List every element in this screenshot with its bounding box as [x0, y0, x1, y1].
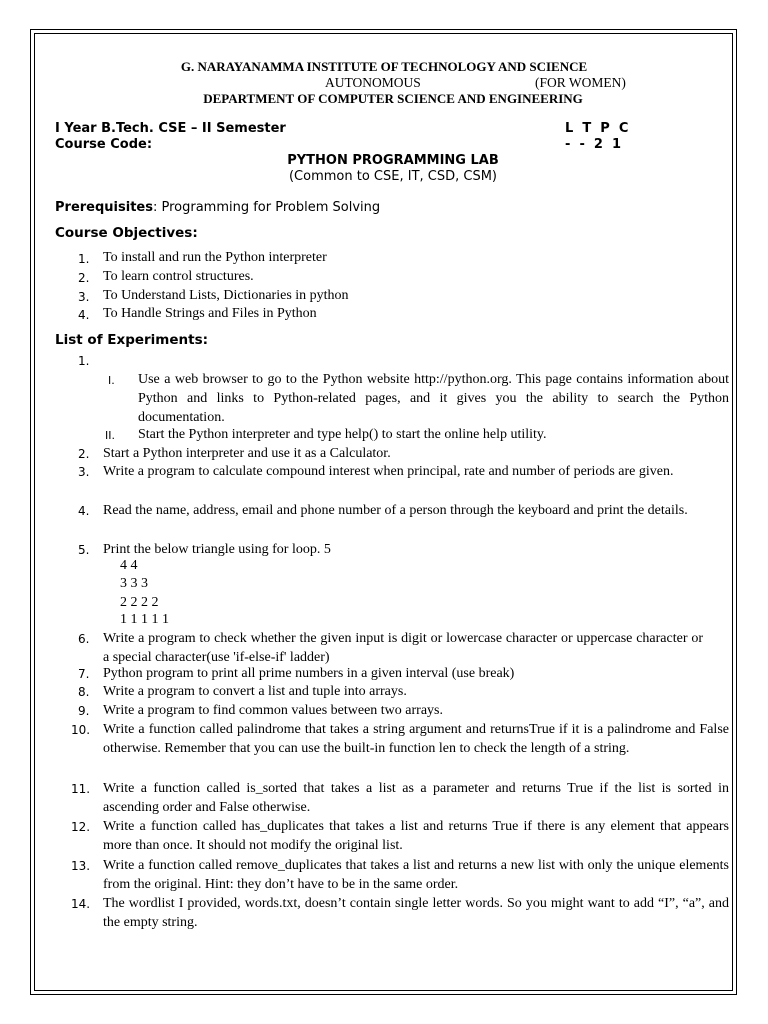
autonomous-label: AUTONOMOUS — [325, 75, 421, 90]
lab-title: PYTHON PROGRAMMING LAB — [287, 153, 499, 168]
list-number: 7. — [78, 667, 90, 681]
list-item: Python program to print all prime numbers in a given interval (use break) — [103, 666, 515, 681]
list-number: 4. — [78, 504, 90, 518]
triangle-row: 3 3 3 — [120, 576, 148, 591]
list-item: Read the name, address, email and phone number of a person through the keyboard and print the details. — [103, 503, 688, 518]
list-number: 6. — [78, 632, 90, 646]
list-number: 14. — [71, 897, 91, 911]
list-number: 3. — [78, 465, 90, 479]
list-number: 3. — [78, 290, 90, 304]
list-item: Write a function called has_duplicates that takes a list and returns True if there is any element that appears more than once. It should not modify the original list. — [103, 819, 729, 853]
list-item: Write a program to convert a list and tuple into arrays. — [103, 684, 407, 699]
list-number: 5. — [78, 543, 90, 557]
list-number: 1. — [78, 354, 90, 368]
for-women-label: (FOR WOMEN) — [535, 75, 626, 90]
list-item: Write a function called remove_duplicates that takes a list and returns a new list with only the unique elements from the original. Hint: they don’t have to be in the same order. — [103, 858, 729, 892]
list-item: To Understand Lists, Dictionaries in python — [103, 288, 349, 303]
triangle-row: 2 2 2 2 — [120, 595, 159, 610]
list-item: To install and run the Python interpreter — [103, 250, 327, 265]
list-number: 9. — [78, 704, 90, 718]
experiments-heading: List of Experiments: — [55, 332, 209, 348]
list-number: 11. — [71, 782, 91, 796]
list-item: Write a program to find common values between two arrays. — [103, 703, 443, 718]
list-item: Start a Python interpreter and use it as a Calculator. — [103, 446, 391, 461]
institute-name: G. NARAYANAMMA INSTITUTE OF TECHNOLOGY AND SCIENCE — [180, 59, 588, 74]
triangle-row: 4 4 — [120, 558, 138, 573]
list-marker: I. — [108, 374, 115, 387]
year-semester: I Year B.Tech. CSE – II Semester — [55, 121, 286, 136]
ltpc-header: L T P C — [565, 121, 629, 136]
list-subitem: Use a web browser to go to the Python website http://python.org. This page contains information about Python and links to Python-related pages, and it gives you the ability to search the Python documentation. — [138, 372, 729, 425]
list-item: Print the below triangle using for loop. 5 — [103, 542, 331, 557]
list-subitem: Start the Python interpreter and type help() to start the online help utility. — [138, 427, 547, 442]
objectives-heading: Course Objectives: — [55, 225, 198, 241]
list-item: The wordlist I provided, words.txt, doesn’t contain single letter words. So you might want to add “I”, “a”, and the empty string. — [103, 896, 729, 930]
list-number: 13. — [71, 859, 91, 873]
list-number: 1. — [78, 252, 90, 266]
department-name: DEPARTMENT OF COMPUTER SCIENCE AND ENGINEERING — [203, 91, 583, 106]
list-number: 12. — [71, 820, 91, 834]
prerequisites — [55, 200, 380, 215]
list-number: 10. — [71, 723, 91, 737]
list-item: Write a program to calculate compound interest when principal, rate and number of periods are given. — [103, 464, 674, 479]
list-number: 8. — [78, 685, 90, 699]
list-item: To Handle Strings and Files in Python — [103, 306, 317, 321]
list-item: Write a function called is_sorted that takes a list as a parameter and returns True if the list is sorted in ascending order and False otherwise. — [103, 781, 729, 815]
prerequisites-text: : Programming for Problem Solving — [152, 200, 381, 215]
list-number: 2. — [78, 271, 90, 285]
course-code-label: Course Code: — [55, 137, 153, 152]
lab-subtitle: (Common to CSE, IT, CSD, CSM) — [288, 169, 497, 184]
list-item: Write a function called palindrome that takes a string argument and returnsTrue if it is a palindrome and False otherwise. Remember that you can use the built-in function len to check the length of a string. — [103, 722, 729, 756]
list-item: To learn control structures. — [103, 269, 254, 284]
list-number: 2. — [78, 447, 90, 461]
list-number: 4. — [78, 308, 90, 322]
triangle-row: 1 1 1 1 1 — [120, 612, 169, 627]
ltpc-values: - - 2 1 — [565, 137, 622, 152]
list-item: Write a program to check whether the given input is digit or lowercase character or uppercase character or a special character(use 'if-else-if' ladder) — [103, 631, 703, 665]
list-marker: II. — [105, 429, 115, 442]
prerequisites-label: Prerequisites — [55, 200, 153, 215]
